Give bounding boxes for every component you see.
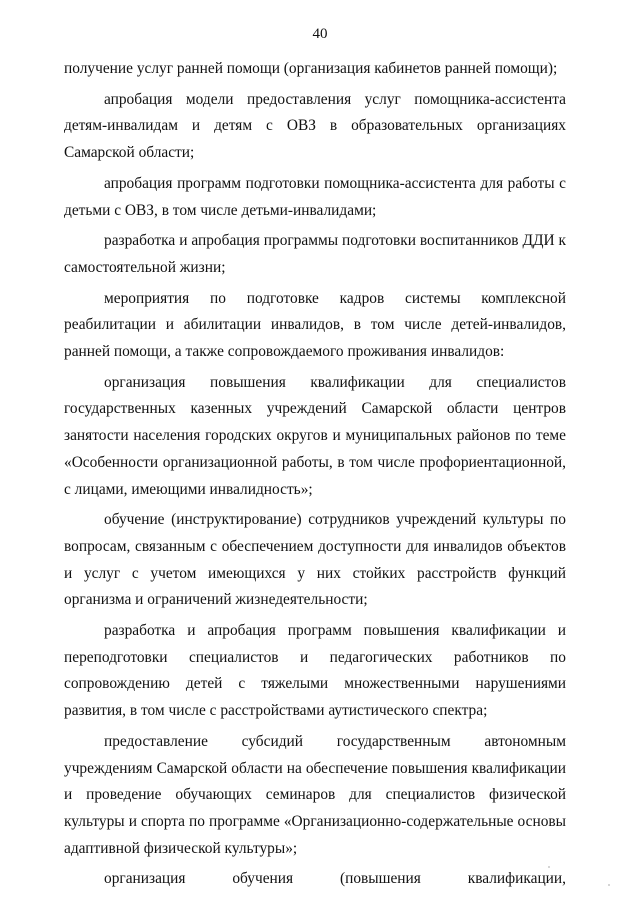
paragraph-autism-programs: разработка и апробация программ повышения квалификации и переподготовки специалистов и педагогических работников по сопровождению детей с тяжелыми множественными нарушениями развития, в том числе с расстройствами аутистического спектра;: [64, 622, 566, 720]
paragraph-sports-subsidies: предоставление субсидий государственным автономным учреждениям Самарской области на обеспечение повышения квалификации и проведение обучающих семинаров для специалистов физической культуры и спорта по программе «Организационно-содержательные основы адаптивной физической культуры»;: [64, 732, 566, 857]
scan-speck: [548, 866, 550, 868]
paragraph-assistant-model: апробация модели предоставления услуг помощника-ассистента детям-инвалидам и детям с ОВЗ в образовательных организациях Самарской области;: [64, 90, 566, 162]
document-body: [64, 56, 566, 897]
paragraph-early-help-services: получение услуг ранней помощи (организация кабинетов ранней помощи);: [64, 60, 558, 77]
paragraph-training-organization: организация обучения (повышения квалификации,: [104, 870, 566, 888]
scan-speck: [608, 884, 610, 886]
page-number: 40: [312, 26, 328, 42]
paragraph-independent-living-program: разработка и апробация программы подготовки воспитанников ДДИ к самостоятельной жизни;: [64, 232, 566, 276]
paragraph-assistant-training-programs: апробация программ подготовки помощника-ассистента для работы с детьми с ОВЗ, в том числе детьми-инвалидами;: [64, 174, 566, 219]
paragraph-staff-training-measures: мероприятия по подготовке кадров системы комплексной реабилитации и абилитации инвалидов, в том числе детей-инвалидов, ранней помощи, а также сопровождаемого проживания инвалидов:: [64, 289, 566, 361]
paragraph-culture-staff-instruction: обучение (инструктирование) сотрудников учреждений культуры по вопросам, связанным с обеспечением доступности для инвалидов объектов и услуг с учетом имеющихся у них стойких расстройств функций организма и ограничений жизнедеятельности;: [64, 511, 566, 609]
paragraph-employment-centers-training: организация повышения квалификации для специалистов государственных казенных учреждений Самарской области центров занятости населения городских округов и муниципальных районов по теме «Особенности организационной работы, в том числе профориентационной, с лицами, имеющими инвалидность»;: [64, 373, 566, 498]
